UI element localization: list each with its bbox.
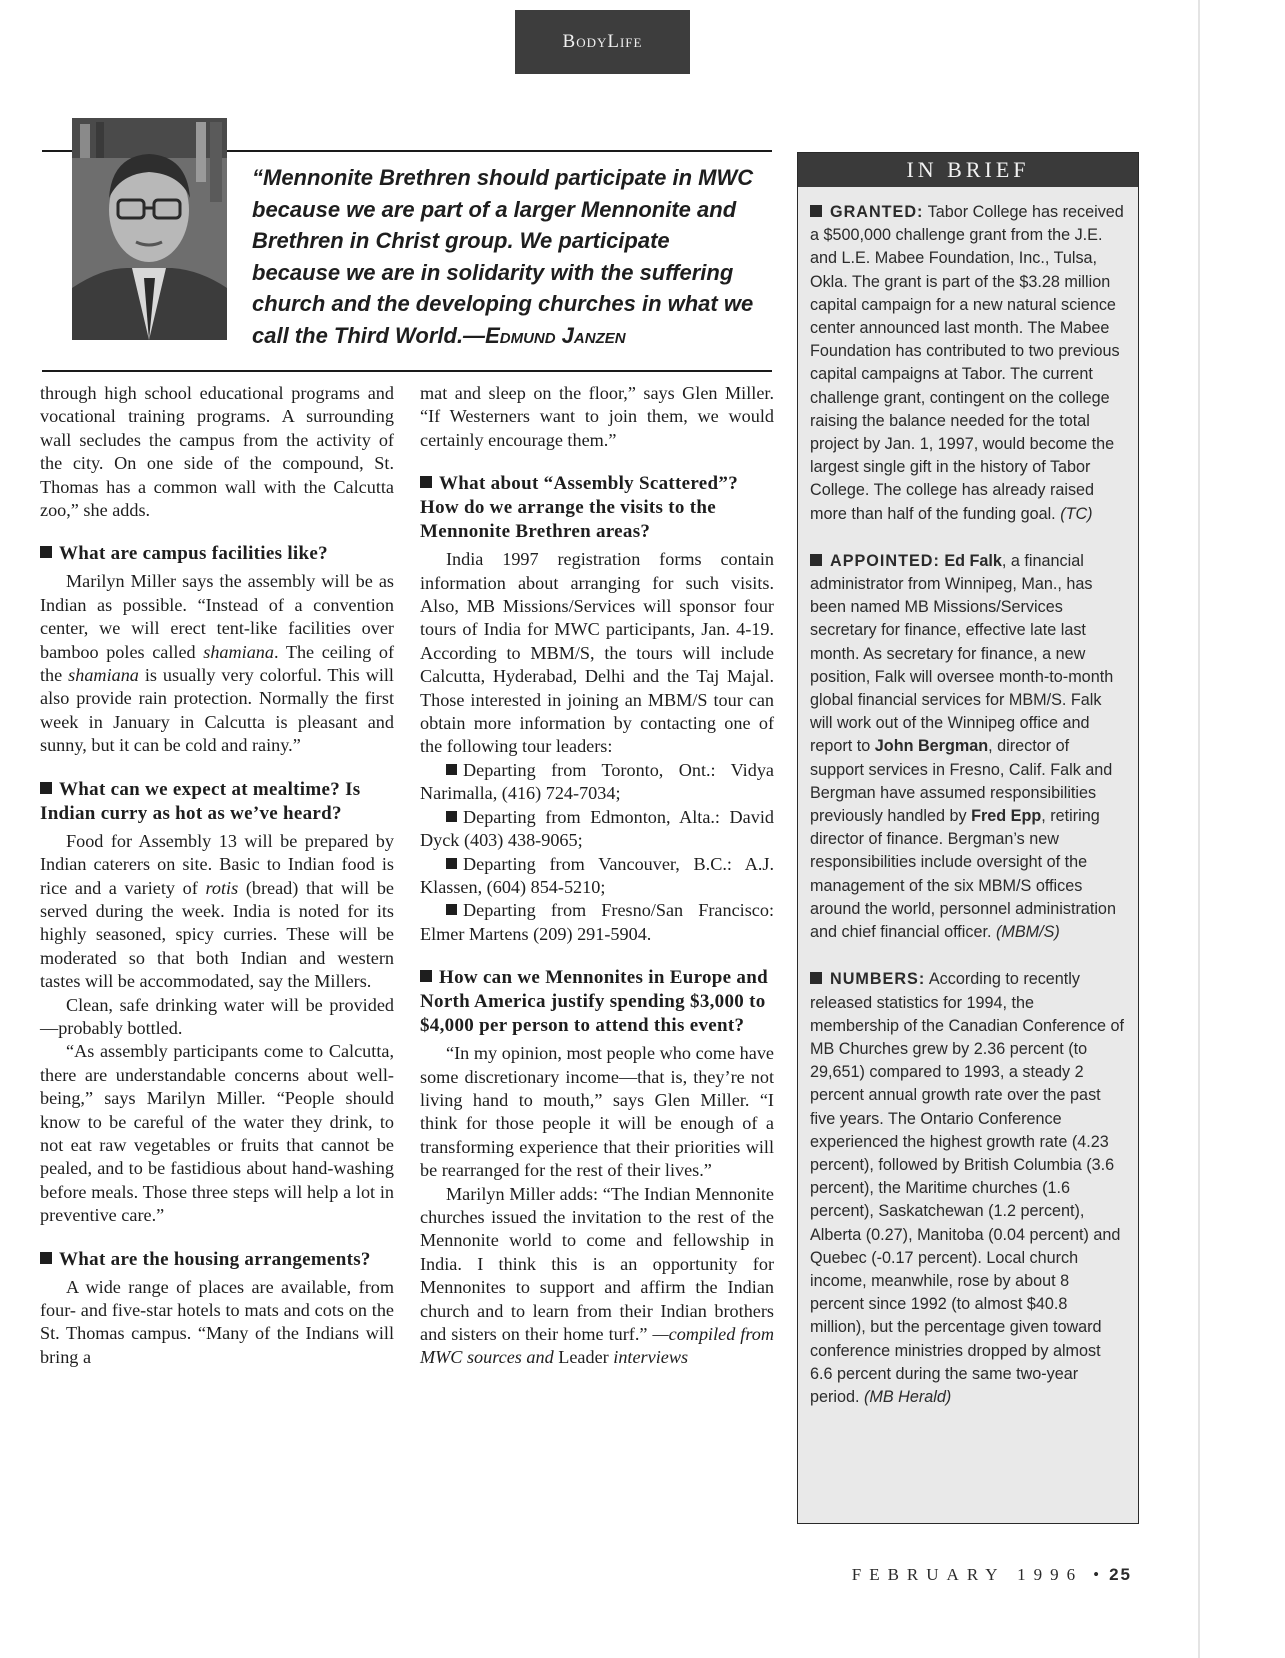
- subheading-campus-facilities: What are campus facilities like?: [40, 542, 394, 566]
- section-title: BodyLife: [562, 31, 643, 52]
- footer-bullet: •: [1093, 1565, 1100, 1584]
- subheading-justify-cost: How can we Mennonites in Europe and North America justify spending $3,000 to $4,000 per person to attend this event?: [420, 967, 768, 1037]
- article-column-1: [40, 382, 394, 1369]
- article-column-2: [420, 382, 774, 1370]
- tour-leader-item: Departing from Toronto, Ont.: Vidya Narimalla, (416) 724-7034;: [420, 759, 774, 804]
- paragraph: mat and sleep on the floor,” says Glen Miller. “If Westerners want to join them, we would certainly encourage them.”: [420, 383, 774, 450]
- bullet-square-icon: [446, 811, 457, 822]
- page-number: 25: [1109, 1565, 1132, 1584]
- paragraph: Clean, safe drinking water will be provided—probably bottled.: [40, 994, 394, 1038]
- article-credit: —compiled from MWC sources and: [420, 1324, 774, 1368]
- page-edge-divider: [1198, 0, 1200, 1658]
- bullet-square-icon: [420, 476, 432, 488]
- portrait-illustration: [72, 118, 227, 340]
- bullet-square-icon: [810, 972, 822, 984]
- brief-item-appointed: APPOINTED: Ed Falk, a financial administrator from Winnipeg, Man., has been named MB Missions/Services secretary for finance, effective late last month. As secretary for finance, a new position, Falk will oversee month-to-month global financial services for MBM/S. Falk will work out of the Winnipeg office and report to John Bergman, director of support services in Fresno, Calif. Falk and Bergman have assumed responsibilities previously handled by Fred Epp, retiring director of finance. Bergman’s new responsibilities include oversight of the management of the six MBM/S offices around the world, personnel administration and chief financial officer. (MBM/S): [810, 551, 1116, 942]
- brief-item-numbers: NUMBERS: According to recently released statistics for 1994, the membership of the Canadian Conference of MB Churches grew by 2.36 percent (to 29,651) compared to 1993, a steady 2 percent annual growth rate over the past five years. The Ontario Conference experienced the highest growth rate (4.23 percent), followed by British Columbia (3.6 percent), the Maritime churches (1.6 percent), Saskatchewan (1.2 percent), Alberta (0.27), Manitoba (0.04 percent) and Quebec (-0.17 percent). Local church income, meanwhile, rose by about 8 percent since 1992 (to almost $40.8 million), but the percentage given toward conference ministries dropped by almost 6.6 percent during the same two-year period. (MB Herald): [810, 970, 1125, 1406]
- brief-item-granted: GRANTED: Tabor College has received a $500,000 challenge grant from the J.E. and L.E. Mabee Foundation, Inc., Tulsa, Okla. The grant is part of the $3.28 million capital campaign for a new natural science center announced last month. The Mabee Foundation has contributed to two previous capital campaigns at Tabor. The current challenge grant, contingent on the college raising the balance needed for the total project by Jan. 1, 1997, would become the largest single gift in the history of Tabor College. The college has already raised more than half of the funding goal. (TC): [810, 203, 1124, 523]
- paragraph: “In my opinion, most people who come have some discretionary income—that is, they’re not living hand to mouth,” says Glen Miller. “I think for those people it will be enough of a transforming experience that their priorities will be rearranged for the rest of their lives.”: [420, 1043, 774, 1181]
- bullet-square-icon: [420, 970, 432, 982]
- bullet-square-icon: [40, 546, 52, 558]
- bullet-square-icon: [446, 764, 457, 775]
- bullet-square-icon: [810, 554, 822, 566]
- in-brief-title: IN BRIEF: [798, 153, 1138, 187]
- subheading-housing: What are the housing arrangements?: [40, 1248, 394, 1272]
- tour-leader-item: Departing from Edmonton, Alta.: David Dyck (403) 438-9065;: [420, 806, 774, 851]
- in-brief-sidebar: [797, 152, 1139, 1524]
- paragraph: Marilyn Miller adds: “The Indian Mennonite churches issued the invitation to the rest of the Mennonite world to come and fellowship in India. I think this is an opportunity for Mennonites to support and affirm the Indian church and to learn from their Indian brothers and sisters on their home turf.” —compiled from MWC sources and Leader interviews: [420, 1183, 774, 1368]
- pull-quote-text: “Mennonite Brethren should participate in MWC because we are part of a larger Mennonite and Brethren in Christ group. We participate because we are in solidarity with the suffering church and the developing churches in what we call the Third World.—: [252, 165, 754, 348]
- pull-quote-attribution: Edmund Janzen: [485, 322, 626, 348]
- bullet-square-icon: [40, 1252, 52, 1264]
- subheading-assembly-scattered: What about “Assembly Scattered”? How do we arrange the visits to the Mennonite Brethren areas?: [420, 473, 738, 543]
- paragraph: through high school educational programs and vocational training programs. A surrounding wall secludes the campus from the activity of the city. On one side of the compound, St. Thomas has a common wall with the Calcutta zoo,” she adds.: [40, 383, 394, 521]
- paragraph: Marilyn Miller says the assembly will be as Indian as possible. “Instead of a convention center, we will erect tent-like facilities over bamboo poles called shamiana. The ceiling of the shamiana is usually very colorful. This will also provide rain protection. Normally the first week in January in Calcutta is pleasant and sunny, but it can be cold and rainy.”: [40, 571, 394, 756]
- author-portrait-photo: [72, 118, 227, 340]
- page-footer: [752, 1565, 1132, 1593]
- footer-date: FEBRUARY 1996: [851, 1565, 1084, 1584]
- bullet-square-icon: [446, 858, 457, 869]
- tour-leader-item: Departing from Fresno/San Francisco: Elmer Martens (209) 291-5904.: [420, 900, 774, 944]
- bullet-square-icon: [810, 205, 822, 217]
- pull-quote: [252, 162, 762, 351]
- tour-leader-item: Departing from Vancouver, B.C.: A.J. Klassen, (604) 854-5210;: [420, 853, 774, 897]
- bullet-square-icon: [40, 782, 52, 794]
- paragraph: “As assembly participants come to Calcutta, there are understandable concerns about well-being,” says Marilyn Miller. “People should know to be careful of the water they drink, to not eat raw vegetables or fruits that cannot be pealed, and to be fastidious about hand-washing before meals. Those three steps will help a lot in preventive care.”: [40, 1041, 394, 1226]
- section-header-tab: [515, 10, 690, 74]
- paragraph: A wide range of places are available, from four- and five-star hotels to mats and cots on the St. Thomas campus. “Many of the Indians will bring a: [40, 1276, 394, 1367]
- subheading-mealtime: What can we expect at mealtime? Is Indian curry as hot as we’ve heard?: [40, 778, 361, 824]
- bullet-square-icon: [446, 904, 457, 915]
- paragraph: Food for Assembly 13 will be prepared by Indian caterers on site. Basic to Indian food is rice and a variety of rotis (bread) that will be served during the week. India is noted for its highly seasoned, spicy curries. These will be moderated so that both Indian and western tastes will be accommodated, say the Millers.: [40, 830, 394, 992]
- in-brief-body: [810, 201, 1126, 1433]
- quote-bottom-rule: [42, 370, 772, 372]
- paragraph: India 1997 registration forms contain information about arranging for such visits. Also, MB Missions/Services will sponsor four tours of India for MWC participants, Jan. 4-19. According to MBM/S, the tours will include Calcutta, Hyderabad, Delhi and the Taj Majal. Those interested in joining an MBM/S tour can obtain more information by contacting one of the following tour leaders:: [420, 549, 774, 757]
